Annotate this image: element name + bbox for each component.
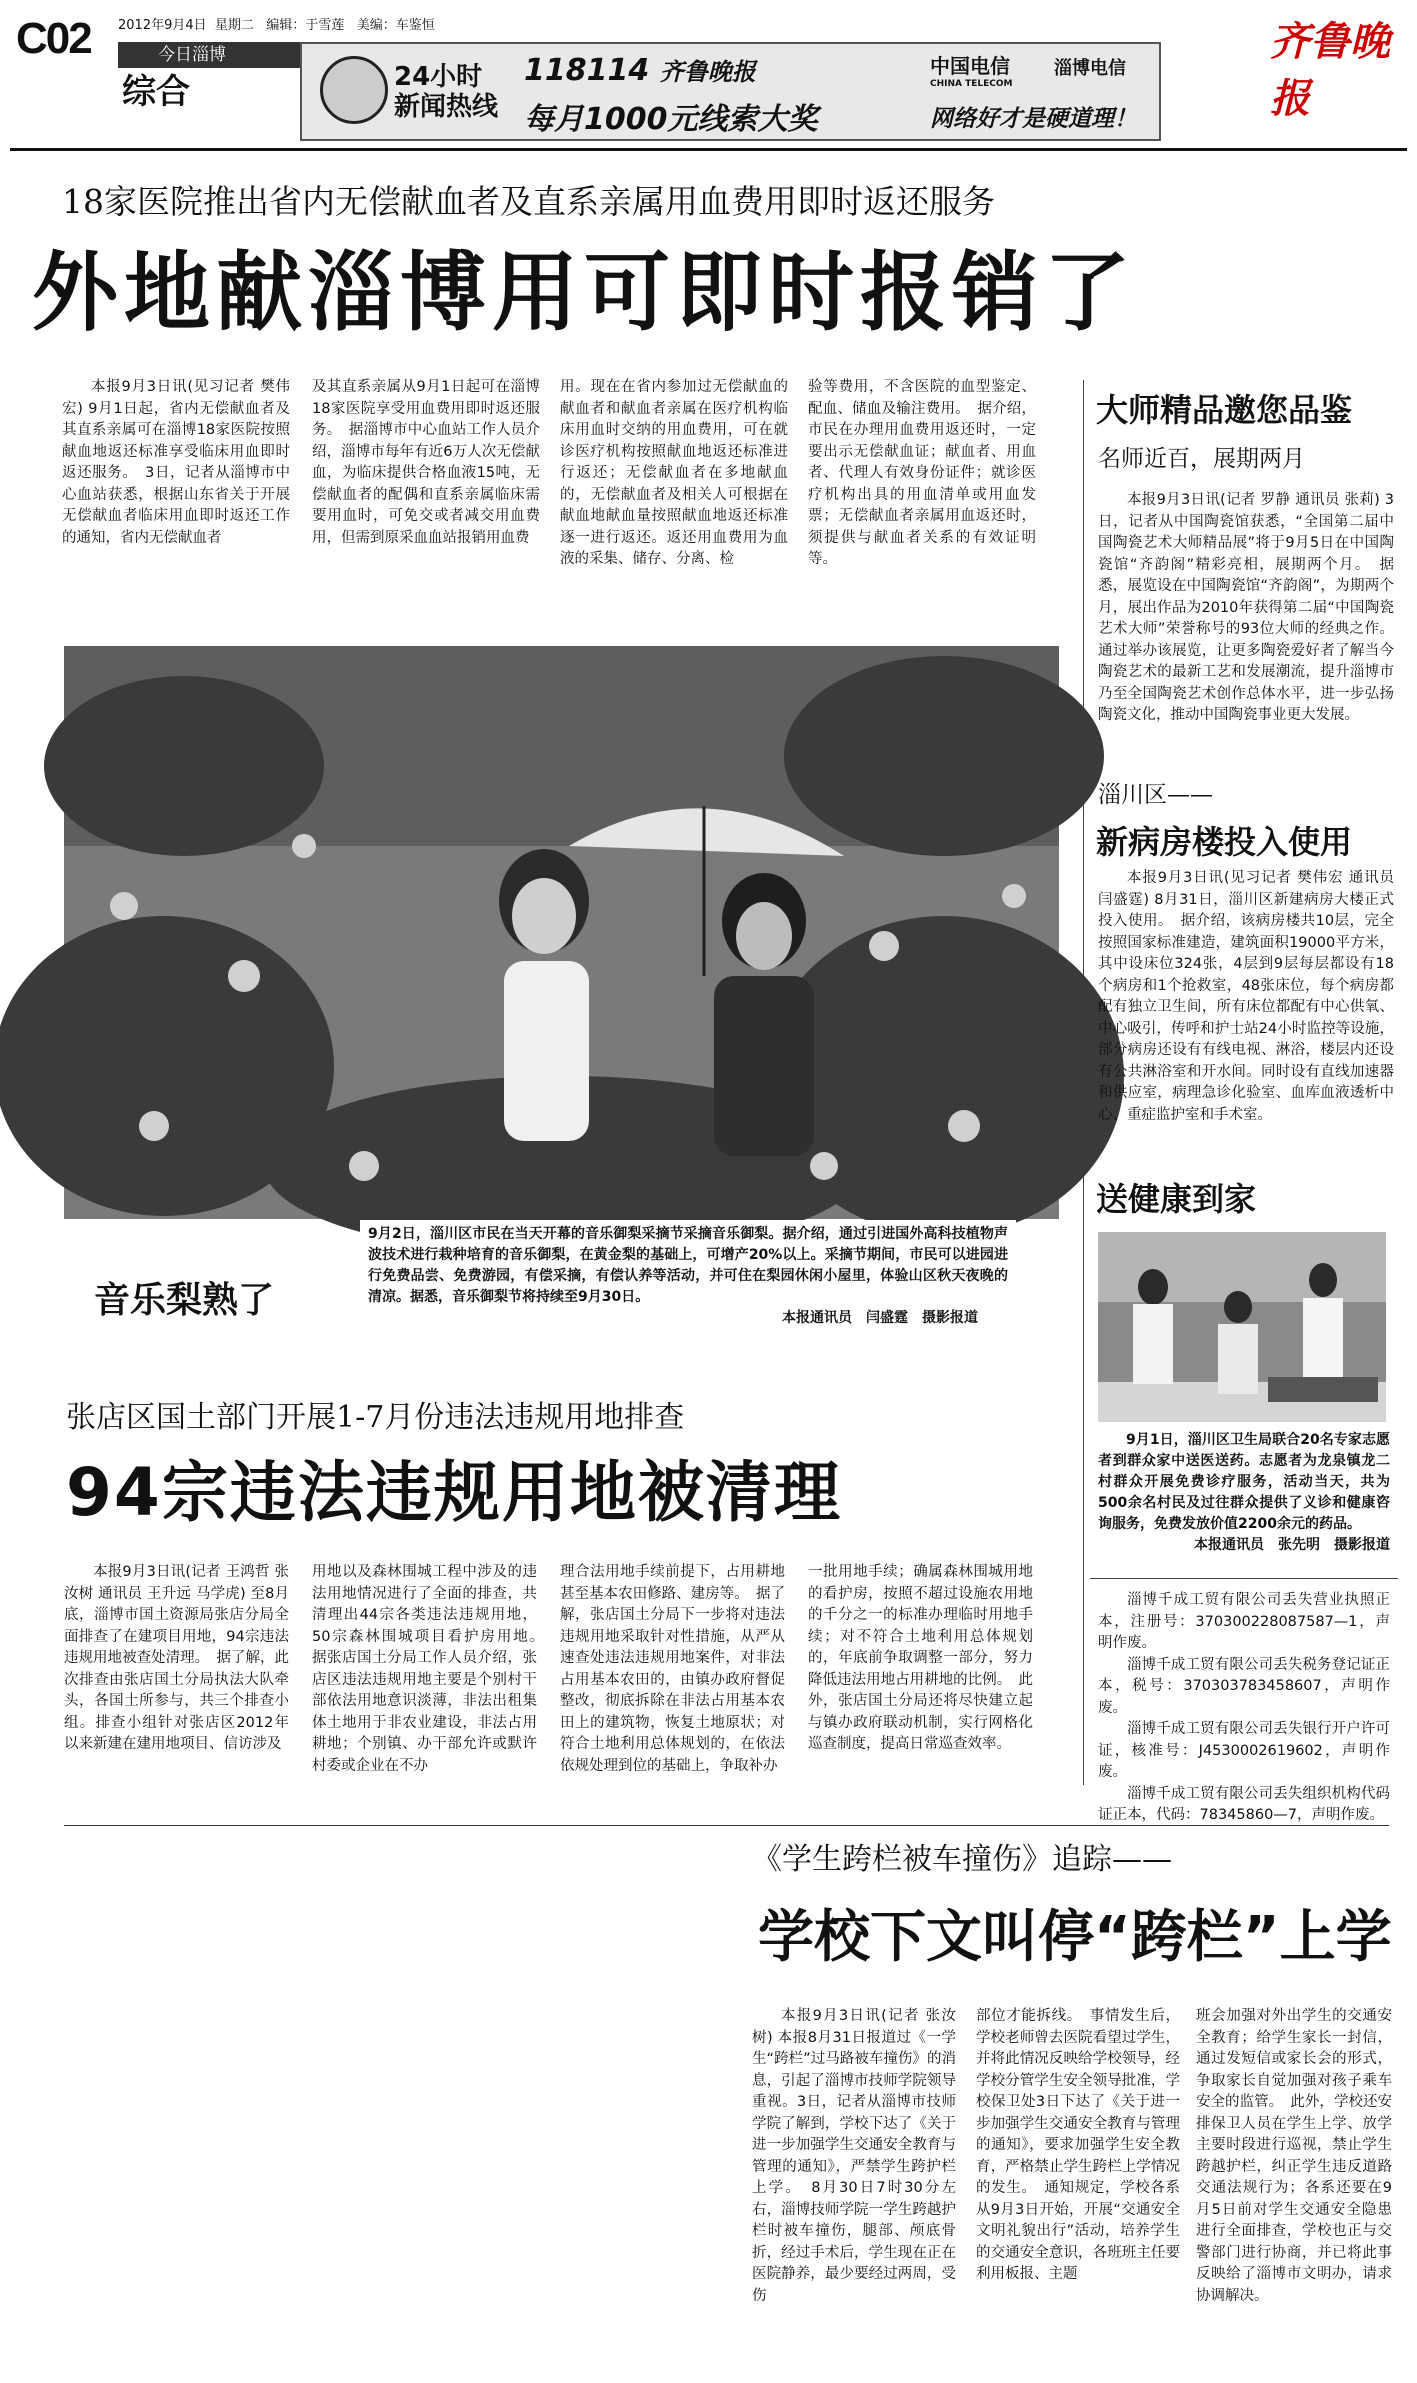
telecom-name: 中国电信 [930, 54, 1010, 78]
story2-col2-text: 用地以及森林围城工程中涉及的违法用地情况进行了全面的排查，共清理出44宗各类违法违规用地，50宗森林围城项目看护房用地。 据张店国土分局工作人员介绍，张店区违法违规用地主要是个别村干部依法用地意识淡薄，非法出租集体土地用于非农业建设，非法占用耕地；个别镇、办干部允许或默许村委或企业在不办 [312, 1564, 552, 1774]
weekday: 星期二 [214, 18, 254, 33]
story2-col3 [560, 1562, 785, 1822]
header-rule [10, 148, 1407, 151]
notice-rule [1090, 1578, 1398, 1579]
designer: 美编：车鉴恒 [356, 18, 435, 33]
story3-headline: 学校下文叫停“跨栏”上学 [758, 1905, 1392, 1970]
telecom-logo-icon [930, 50, 1013, 89]
photo-credit: 本报通讯员 闫盛霆 摄影报道 [782, 1310, 978, 1326]
hotline-label [394, 62, 498, 122]
story1-col4 [808, 377, 1036, 607]
hotline-line1: 24小时 [394, 62, 483, 92]
slogan: 网络好才是硬道理！ [930, 106, 1137, 132]
sidebar2-headline: 新病房楼投入使用 [1096, 823, 1353, 861]
story2-col2 [312, 1562, 552, 1822]
photo-caption-text: 9月2日，淄川区市民在当天开幕的音乐御梨采摘节采摘音乐御梨。据介绍，通过引进国外高科技植物声波技术进行栽种培育的音乐御梨，在黄金梨的基础上，可增产20%以上。采摘节期间，市民可以进园进行免费品尝、免费游园，有偿采摘，有偿认养等活动，并可住在梨园休闲小屋里，体验山区秋天夜晚的清凉。据悉，音乐御梨节将持续至9月30日。 [368, 1226, 1008, 1305]
story1-col4-text: 验等费用，不含医院的血型鉴定、配血、储血及输注费用。 据介绍，市民在办理用血费用返还时，一定要出示无偿献血证；献血者、用血者、代理人有效身份证件；就诊医疗机构出具的用血清单或用血发票；无偿献血者亲属用血返还时，须提供与献血者关系的有效证明等。 [808, 379, 1036, 567]
section-title: 综合 [122, 72, 190, 112]
zibo-telecom: 淄博电信 [1054, 58, 1126, 79]
story2-headline: 94宗违法违规用地被清理 [66, 1454, 842, 1531]
promo-number [524, 52, 756, 88]
photo-title: 音乐梨熟了 [86, 1272, 282, 1323]
sidebar1-subhead: 名师近百，展期两月 [1098, 446, 1305, 472]
sidebar3-credit: 本报通讯员 张先明 摄影报道 [1194, 1537, 1390, 1553]
hotline-line2: 新闻热线 [394, 92, 499, 122]
story2-col4-text: 一批用地手续；确属森林围城用地的看护房，按照不超过设施农用地的千分之一的标准办理临时用地手续；对不符合土地利用总体规划的，年底前争取调整一部分，努力降低违法用地占用耕地的比例。 此外，张店国土分局还将尽快建立起与镇办政府联动机制，实行网格化巡查制度，提高日常巡查效率。 [808, 1564, 1033, 1752]
story2-col4 [808, 1562, 1033, 1822]
section-tag-label: 今日淄博 [158, 45, 226, 65]
story3-col3 [1196, 2006, 1392, 2356]
sidebar2-kicker: 淄川区—— [1098, 782, 1213, 808]
sidebar1-body-text: 本报9月3日讯(记者 罗静 通讯员 张莉) 3日，记者从中国陶瓷馆获悉，“全国第二届中国陶瓷艺术大师精品展”将于9月5日在中国陶瓷馆“齐韵阁”精彩亮相，展期两个月。 据悉，展览设在中国陶瓷馆“齐韵阁”，为期两个月，展出作品为2010年获得第二届“中国陶瓷艺术大师”荣誉称号的93位大师的经典之作。通过举办该展览，让更多陶瓷爱好者了解当今陶瓷艺术的最新工艺和发展潮流，提升淄博市乃至全国陶瓷艺术创作总体水平，进一步弘扬陶瓷文化，推动中国陶瓷事业更大发展。 [1098, 492, 1394, 723]
health-photo-illustration [1098, 1232, 1386, 1422]
story2-col1 [64, 1562, 289, 1822]
notices-block [1098, 1590, 1390, 1823]
story1-col3 [560, 377, 788, 607]
sidebar2-body-text: 本报9月3日讯(见习记者 樊伟宏 通讯员 闫盛霆) 8月31日，淄川区新建病房大楼正式投入使用。 据介绍，该病房楼共10层，完全按照国家标准建造，建筑面积19000平方米，其中设床位324张，4层到9层每层都设有18个病房和1个抢救室，48张床位，每个病房都配有独立卫生间，所有床位都配有中心供氧、中心吸引，传呼和护士站24小时监控等设施，部分病房还设有有线电视、淋浴，楼层内还设有公共淋浴室和开水间。同时设有直线加速器和供应室，病理急诊化验室、血库血液透析中心、重症监护室和手术室。 [1098, 870, 1394, 1123]
story1-col2 [312, 377, 540, 607]
sidebar3-headline: 送健康到家 [1096, 1180, 1257, 1218]
notice-item: 淄博千成工贸有限公司丢失税务登记证正本，税号：370303783458607，声明作废。 [1098, 1656, 1390, 1716]
phone-icon [320, 56, 388, 124]
section-tag [118, 42, 313, 68]
bottom-section-rule [64, 1825, 1389, 1826]
edition-info [118, 14, 435, 33]
notice-item: 淄博千成工贸有限公司丢失组织机构代码证正本，代码：78345860—7，声明作废。 [1098, 1785, 1390, 1823]
notice-item: 淄博千成工贸有限公司丢失银行开户许可证，核准号：J4530002619602，声明作废。 [1098, 1721, 1390, 1780]
date: 2012年9月4日 [118, 18, 207, 33]
story2-col3-text: 理合法用地手续前提下，占用耕地甚至基本农田修路、建房等。 据了解，张店国土分局下一步将对违法违规用地采取针对性措施，从严从速查处违法违规用地案件，对非法占用基本农田的，由镇办政府督促整改，彻底拆除在非法占用基本农田上的建筑物，恢复土地原状；对符合土地利用总体规划的，在依法依规处理到位的基础上，争取补办 [560, 1564, 785, 1774]
promo-line: 每月1000元线索大奖 [524, 102, 818, 137]
story3-col1-text: 本报9月3日讯(记者 张汝树) 本报8月31日报道过《一学生“跨栏”过马路被车撞伤》的消息，引起了淄博市技师学院领导重视。3日，记者从淄博市技师学院了解到，学校下达了《关于进一步加强学生交通安全教育与管理的通知》，严禁学生跨护栏上学。 8月30日7时30分左右，淄博技师学院一学生跨越护栏时被车撞伤，腿部、颅底骨折，经过手术后，学生现在正在医院静养，最少要经过两周，受伤 [752, 2008, 956, 2304]
promo-num: 118114 [524, 53, 650, 88]
story3-col3-text: 班会加强对外出学生的交通安全教育；给学生家长一封信，通过发短信或家长会的形式，争取家长自觉加强对孩子乘车安全的监管。 此外，学校还安排保卫人员在学生上学、放学主要时段进行巡视，禁止学生跨越护栏，纠正学生违反道路交通法规行为；各系还要在9月5日前对学生交通安全隐患进行全面排查，学校也正与交警部门进行协商，并已将此事反映给了淄博市文明办，请求协调解决。 [1196, 2008, 1392, 2304]
story3-subhead: 《学生跨栏被车撞伤》追踪—— [752, 1842, 1172, 1877]
pear-harvest-photo [64, 646, 1059, 1219]
story1-col2-text: 及其直系亲属从9月1日起可在淄博18家医院享受用血费用即时返还服务。 据淄博市中心血站工作人员介绍，淄博市每年有近6万人次无偿献血，为临床提供合格血液15吨，无偿献血者的配偶和直系亲属临床需要用血时，可免交或者减交用血费用，但需到原采血血站报销用血费 [312, 379, 540, 546]
sidebar2-body [1098, 868, 1394, 1168]
story3-col2-text: 部位才能拆线。 事情发生后，学校老师曾去医院看望过学生，并将此情况反映给学校领导，经学校分管学生安全领导批准，学校保卫处3日下达了《关于进一步加强学生交通安全教育与管理的通知》，要求加强学生安全教育，严格禁止学生跨栏上学情况的发生。 通知规定，学校各系从9月3日开始，开展“交通安全文明礼貌出行”活动，培养学生的交通安全意识，各班班主任要利用板报、主题 [976, 2008, 1180, 2282]
sidebar3-caption-text: 9月1日，淄川区卫生局联合20名专家志愿者到群众家中送医送药。志愿者为龙泉镇龙二村群众开展免费诊疗服务，活动当天，共为500余名村民及过往群众提供了义诊和健康咨询服务，免费发放价值2200余元的药品。 [1098, 1432, 1390, 1532]
page-number: C02 [16, 14, 91, 63]
photo-illustration [64, 646, 1059, 1219]
sidebar3-caption [1098, 1430, 1390, 1556]
story2-col1-text: 本报9月3日讯(记者 王鸿哲 张汝树 通讯员 王升远 马学虎) 至8月底，淄博市国土资源局张店分局全面排查了在建项目用地，94宗违法违规用地被查处清理。 据了解，此次排查由张店国土分局执法大队牵头，各国土所参与，共三个排查小组。排查小组针对张店区2012年以来新建在建用地项目、信访涉及 [64, 1564, 289, 1752]
promo-brand: 齐鲁晚报 [659, 57, 756, 86]
notice-item: 淄博千成工贸有限公司丢失营业执照正本，注册号：370300228087587—1，声明作废。 [1098, 1592, 1390, 1651]
story1-subhead: 18家医院推出省内无偿献血者及直系亲属用血费用即时返还服务 [62, 182, 995, 221]
masthead-logo: 齐鲁晚报 [1270, 18, 1390, 122]
story3-col2 [976, 2006, 1180, 2356]
story1-headline: 外地献淄博用可即时报销了 [32, 243, 1136, 343]
sidebar1-body [1098, 490, 1394, 772]
hotline-banner [300, 42, 1161, 141]
editor: 编辑：于雪莲 [266, 18, 345, 33]
story1-col1 [62, 377, 290, 607]
story1-col1-text: 本报9月3日讯(见习记者 樊伟宏) 9月1日起，省内无偿献血者及其直系亲属可在淄博18家医院按照献血地返还标准享受临床用血即时返还服务。 3日，记者从淄博市中心血站获悉，根据山东省关于开展无偿献血者临床用血即时返还工作的通知，省内无偿献血者 [62, 379, 290, 546]
sidebar1-headline: 大师精品邀您品鉴 [1096, 391, 1353, 429]
story3-col1 [752, 2006, 956, 2356]
health-visit-photo [1098, 1232, 1386, 1422]
telecom-en: CHINA TELECOM [930, 79, 1013, 89]
story1-col3-text: 用。现在在省内参加过无偿献血的献血者和献血者亲属在医疗机构临床用血时交纳的用血费用，可在就诊医疗机构按照献血地返还标准进行返还；无偿献血者在多地献血的，无偿献血者及相关人可根据在献血地献血量按照献血地返还标准逐一进行返还。返还用血费用为血液的采集、储存、分离、检 [560, 379, 788, 567]
photo-caption [360, 1220, 1016, 1333]
story2-subhead: 张店区国土部门开展1-7月份违法违规用地排查 [66, 1400, 685, 1435]
